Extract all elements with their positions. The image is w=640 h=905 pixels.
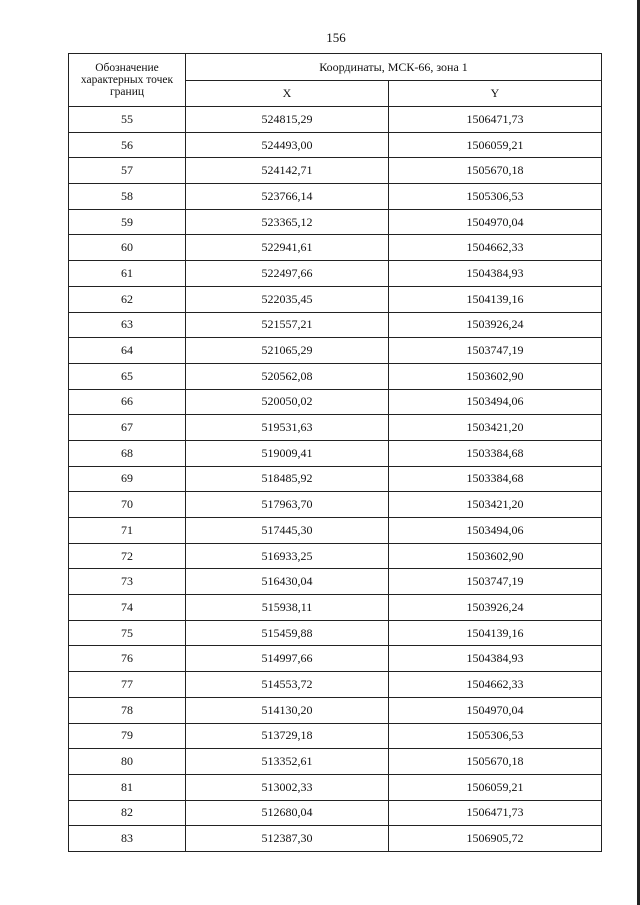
cell-y: 1503421,20 (389, 415, 602, 441)
cell-point: 73 (69, 569, 186, 595)
header-y: Y (389, 81, 602, 107)
cell-x: 519009,41 (186, 440, 389, 466)
cell-x: 518485,92 (186, 466, 389, 492)
header-x: X (186, 81, 389, 107)
cell-y: 1506471,73 (389, 107, 602, 133)
cell-x: 516933,25 (186, 543, 389, 569)
cell-x: 515938,11 (186, 595, 389, 621)
cell-point: 75 (69, 620, 186, 646)
table-row (69, 389, 602, 415)
table-row (69, 800, 602, 826)
cell-x: 520562,08 (186, 363, 389, 389)
header-coordinate-system: Координаты, МСК-66, зона 1 (186, 54, 602, 81)
table-row (69, 749, 602, 775)
cell-y: 1504662,33 (389, 235, 602, 261)
cell-x: 513352,61 (186, 749, 389, 775)
cell-point: 66 (69, 389, 186, 415)
cell-y: 1506059,21 (389, 132, 602, 158)
coordinates-table (68, 53, 602, 852)
cell-x: 524142,71 (186, 158, 389, 184)
cell-y: 1504384,93 (389, 646, 602, 672)
cell-point: 67 (69, 415, 186, 441)
cell-point: 69 (69, 466, 186, 492)
table-row (69, 672, 602, 698)
cell-y: 1506905,72 (389, 826, 602, 852)
cell-point: 55 (69, 107, 186, 133)
table-header (69, 54, 602, 107)
cell-x: 520050,02 (186, 389, 389, 415)
cell-point: 82 (69, 800, 186, 826)
table-row (69, 440, 602, 466)
cell-point: 60 (69, 235, 186, 261)
cell-point: 81 (69, 774, 186, 800)
cell-x: 523766,14 (186, 184, 389, 210)
cell-y: 1503747,19 (389, 338, 602, 364)
cell-x: 517963,70 (186, 492, 389, 518)
cell-y: 1504139,16 (389, 620, 602, 646)
cell-y: 1505670,18 (389, 749, 602, 775)
table-row (69, 286, 602, 312)
table-row (69, 158, 602, 184)
cell-point: 65 (69, 363, 186, 389)
cell-y: 1503926,24 (389, 595, 602, 621)
cell-point: 61 (69, 261, 186, 287)
table-row (69, 261, 602, 287)
cell-point: 83 (69, 826, 186, 852)
cell-point: 80 (69, 749, 186, 775)
table-row (69, 518, 602, 544)
table-row (69, 595, 602, 621)
cell-x: 522941,61 (186, 235, 389, 261)
cell-point: 64 (69, 338, 186, 364)
table-row (69, 107, 602, 133)
table-row (69, 363, 602, 389)
table-row (69, 338, 602, 364)
cell-point: 62 (69, 286, 186, 312)
table-row (69, 415, 602, 441)
cell-x: 519531,63 (186, 415, 389, 441)
cell-x: 517445,30 (186, 518, 389, 544)
cell-y: 1503602,90 (389, 543, 602, 569)
table-row (69, 132, 602, 158)
table-row (69, 697, 602, 723)
table-row (69, 774, 602, 800)
cell-x: 514130,20 (186, 697, 389, 723)
cell-x: 522035,45 (186, 286, 389, 312)
cell-y: 1505306,53 (389, 184, 602, 210)
cell-y: 1504970,04 (389, 209, 602, 235)
cell-y: 1506059,21 (389, 774, 602, 800)
cell-point: 56 (69, 132, 186, 158)
cell-point: 59 (69, 209, 186, 235)
table-row (69, 466, 602, 492)
page-number: 156 (326, 30, 346, 45)
cell-x: 524815,29 (186, 107, 389, 133)
cell-point: 63 (69, 312, 186, 338)
cell-y: 1503747,19 (389, 569, 602, 595)
cell-x: 513002,33 (186, 774, 389, 800)
cell-point: 71 (69, 518, 186, 544)
table-row (69, 235, 602, 261)
cell-point: 76 (69, 646, 186, 672)
header-point-designation: Обозначение характерных точек границ (69, 54, 186, 107)
cell-point: 74 (69, 595, 186, 621)
table-row (69, 312, 602, 338)
cell-y: 1503602,90 (389, 363, 602, 389)
cell-x: 523365,12 (186, 209, 389, 235)
cell-point: 72 (69, 543, 186, 569)
cell-point: 70 (69, 492, 186, 518)
cell-y: 1503384,68 (389, 466, 602, 492)
cell-y: 1505306,53 (389, 723, 602, 749)
cell-y: 1503494,06 (389, 518, 602, 544)
cell-x: 521065,29 (186, 338, 389, 364)
cell-y: 1505670,18 (389, 158, 602, 184)
cell-point: 78 (69, 697, 186, 723)
cell-x: 514553,72 (186, 672, 389, 698)
cell-x: 512680,04 (186, 800, 389, 826)
table-row (69, 646, 602, 672)
table-row (69, 543, 602, 569)
cell-y: 1503384,68 (389, 440, 602, 466)
cell-point: 68 (69, 440, 186, 466)
table-row (69, 826, 602, 852)
cell-y: 1504139,16 (389, 286, 602, 312)
cell-y: 1504662,33 (389, 672, 602, 698)
cell-x: 512387,30 (186, 826, 389, 852)
cell-y: 1506471,73 (389, 800, 602, 826)
cell-point: 79 (69, 723, 186, 749)
cell-x: 515459,88 (186, 620, 389, 646)
cell-y: 1504970,04 (389, 697, 602, 723)
cell-x: 516430,04 (186, 569, 389, 595)
cell-y: 1504384,93 (389, 261, 602, 287)
cell-point: 58 (69, 184, 186, 210)
table-row (69, 569, 602, 595)
cell-x: 524493,00 (186, 132, 389, 158)
cell-y: 1503494,06 (389, 389, 602, 415)
table-body (69, 107, 602, 852)
cell-x: 521557,21 (186, 312, 389, 338)
cell-x: 514997,66 (186, 646, 389, 672)
cell-point: 77 (69, 672, 186, 698)
cell-x: 522497,66 (186, 261, 389, 287)
cell-y: 1503926,24 (389, 312, 602, 338)
table-row (69, 492, 602, 518)
table-row (69, 723, 602, 749)
cell-y: 1503421,20 (389, 492, 602, 518)
cell-x: 513729,18 (186, 723, 389, 749)
cell-point: 57 (69, 158, 186, 184)
table-row (69, 184, 602, 210)
table-row (69, 620, 602, 646)
table-row (69, 209, 602, 235)
